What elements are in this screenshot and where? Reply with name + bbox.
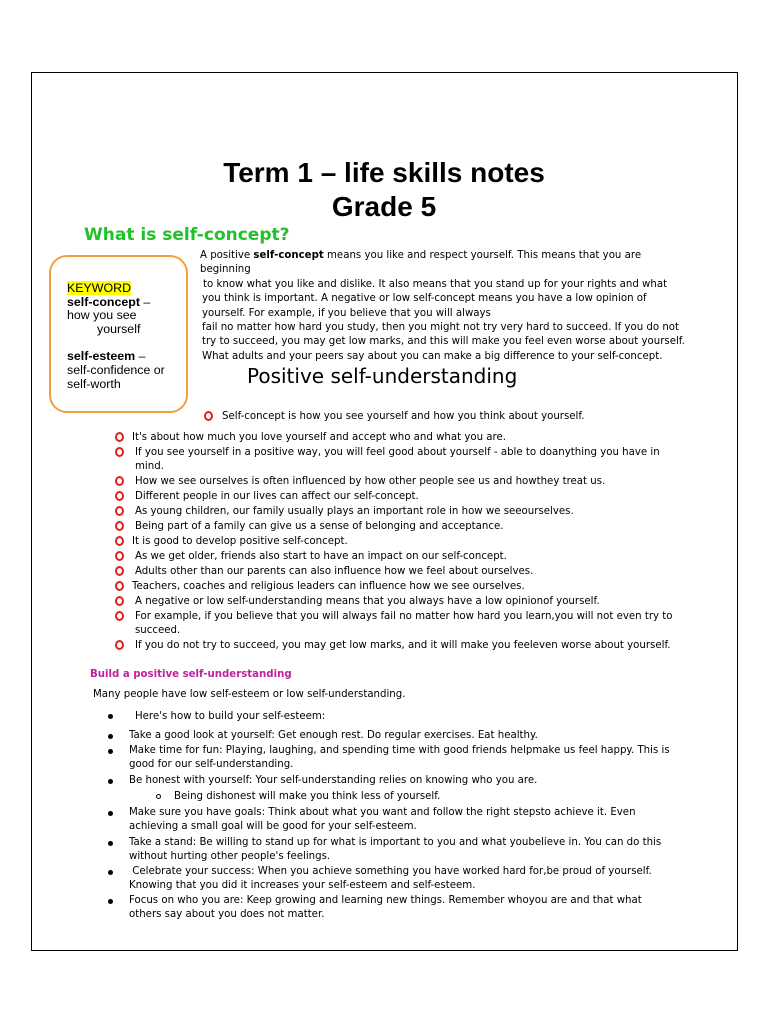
bullet-ring-icon <box>115 536 124 546</box>
heading-build: Build a positive self-understanding <box>90 669 292 680</box>
intro-line: fail no matter how hard you study, then you might not try very hard to succeed. If you do not <box>202 322 680 334</box>
list-item-continuation: others say about you does not matter. <box>129 909 325 920</box>
bullet-ring-icon <box>115 551 124 561</box>
bullet-dot-icon <box>108 899 113 904</box>
bullet-ring-icon <box>115 476 124 486</box>
bullet-ring-icon <box>115 581 124 591</box>
bullet-ring-icon <box>115 491 124 501</box>
list-item: Teachers, coaches and religious leaders can influence how we see ourselves. <box>132 581 525 592</box>
list-item: Make sure you have goals: Think about what you want and follow the right stepsto achieve it. Even <box>129 807 636 818</box>
list-item: Take a good look at yourself: Get enough rest. Do regular exercises. Eat healthy. <box>129 730 538 741</box>
intro-paragraph <box>200 249 690 364</box>
list-item: Self-concept is how you see yourself and how you think about yourself. <box>222 411 585 422</box>
bullet-dot-icon <box>108 841 113 846</box>
page-title: Term 1 – life skills notes <box>223 157 545 188</box>
list-item: Focus on who you are: Keep growing and learning new things. Remember whoyou are and that what <box>129 895 642 906</box>
list-item-continuation: succeed. <box>135 625 181 636</box>
bullet-ring-icon <box>115 521 124 531</box>
list-item: Being part of a family can give us a sense of belonging and acceptance. <box>135 521 504 532</box>
intro-line: try to succeed, you may get low marks, and this will make you feel even worse about yourself. <box>202 336 685 348</box>
intro-line: you think is important. A negative or low self-concept means you have a low opinion of <box>202 293 647 305</box>
list-item: If you do not try to succeed, you may get low marks, and it will make you feeleven worse about yourself. <box>135 640 671 651</box>
bullet-ring-icon <box>115 566 124 576</box>
list-item: Adults other than our parents can also influence how we feel about ourselves. <box>135 566 534 577</box>
keyword-term-self-concept: self-concept – <box>67 295 151 309</box>
bullet-dot-icon <box>108 811 113 816</box>
list-item: Different people in our lives can affect our self-concept. <box>135 491 419 502</box>
page-subtitle: Grade 5 <box>331 191 437 222</box>
list-item-continuation: mind. <box>135 461 164 472</box>
list-item: As young children, our family usually plays an important role in how we seeourselves. <box>135 506 574 517</box>
list-item-continuation: achieving a small goal will be good for your self-esteem. <box>129 821 417 832</box>
sub-bullet-circle-icon <box>156 794 161 799</box>
keyword-def-line: yourself <box>97 322 141 336</box>
heading-self-concept: What is self-concept? <box>84 225 290 245</box>
list-item: For example, if you believe that you will always fail no matter how hard you learn,you will not even try to <box>135 611 673 622</box>
bullet-dot-icon <box>108 714 113 719</box>
intro-line: A positive self-concept means you like and respect yourself. This means that you are beginning <box>200 250 642 276</box>
build-intro: Many people have low self-esteem or low self-understanding. <box>93 689 406 700</box>
list-item-continuation: good for our self-understanding. <box>129 759 294 770</box>
list-item: Take a stand: Be willing to stand up for what is important to you and what youbelieve in. You can do this <box>129 837 662 848</box>
list-item: Make time for fun: Playing, laughing, and spending time with good friends helpmake us feel happy. This is <box>129 745 670 756</box>
bullet-ring-icon <box>115 506 124 516</box>
list-item: Be honest with yourself: Your self-understanding relies on knowing who you are. <box>129 775 538 786</box>
sub-list-item: Being dishonest will make you think less of yourself. <box>174 791 441 802</box>
bullet-dot-icon <box>108 870 113 875</box>
list-item: It's about how much you love yourself and accept who and what you are. <box>132 432 507 443</box>
bullet-ring-icon <box>204 411 213 421</box>
bullet-ring-icon <box>115 447 124 457</box>
list-item: How we see ourselves is often influenced by how other people see us and howthey treat us. <box>135 476 606 487</box>
list-item: Celebrate your success: When you achieve something you have worked hard for,be proud of yourself. <box>129 866 652 877</box>
intro-line: to know what you like and dislike. It also means that you stand up for your rights and what <box>203 278 668 290</box>
keyword-term-self-esteem: self-esteem – <box>67 349 146 363</box>
keyword-def-line: self-confidence or <box>67 363 165 377</box>
heading-positive-self-understanding: Positive self-understanding <box>247 364 518 388</box>
intro-line: yourself. For example, if you believe that you will always <box>202 307 491 319</box>
keyword-def-line: self-worth <box>67 377 121 391</box>
list-item: As we get older, friends also start to have an impact on our self-concept. <box>135 551 507 562</box>
list-item-continuation: Knowing that you did it increases your self-esteem and self-esteem. <box>129 880 476 891</box>
bullet-ring-icon <box>115 596 124 606</box>
bullet-dot-icon <box>108 779 113 784</box>
list-item-continuation: without hurting other people's feelings. <box>129 851 331 862</box>
bullet-dot-icon <box>108 749 113 754</box>
bullet-dot-icon <box>108 734 113 739</box>
list-item: Here's how to build your self-esteem: <box>135 711 326 722</box>
bullet-ring-icon <box>115 611 124 621</box>
list-item: A negative or low self-understanding means that you always have a low opinionof yourself. <box>135 596 600 607</box>
list-item: If you see yourself in a positive way, you will feel good about yourself - able to doanything you have in <box>135 447 660 458</box>
list-item: It is good to develop positive self-concept. <box>132 536 348 547</box>
keyword-def-line: how you see <box>67 308 137 322</box>
bullet-ring-icon <box>115 640 124 650</box>
intro-line: What adults and your peers say about you can make a big difference to your self-concept. <box>202 350 663 362</box>
bullet-ring-icon <box>115 432 124 442</box>
keyword-label: KEYWORD <box>67 281 132 295</box>
